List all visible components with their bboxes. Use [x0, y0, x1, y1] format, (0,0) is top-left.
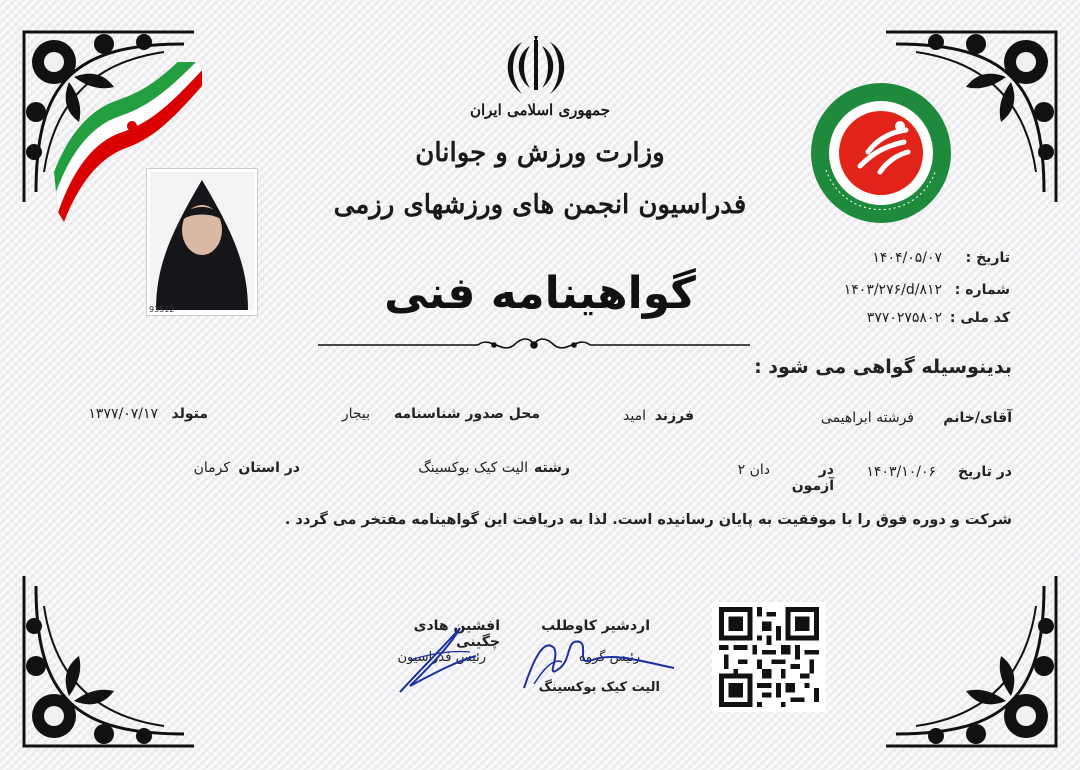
header-republic: جمهوری اسلامی ایران	[469, 101, 611, 119]
exam-date: ۱۴۰۳/۱۰/۰۶	[866, 464, 936, 480]
birthplace-value: بیجار	[341, 406, 370, 422]
province-label: در استان	[238, 460, 300, 476]
certificate-title: گواهینامه فنی	[384, 268, 696, 319]
national-id-label: کد ملی :	[949, 310, 1010, 326]
signer-2-name: افشین هادی چگینی	[413, 618, 500, 650]
portrait-image	[150, 172, 254, 310]
title-divider	[318, 333, 750, 357]
signature-1	[514, 618, 684, 698]
number-value: ۱۴۰۳/۲۷۶/d/۸۱۲	[843, 282, 942, 298]
date-value: ۱۴۰۴/۰۵/۰۷	[872, 250, 942, 266]
student-name: فرشته ابراهیمی	[820, 410, 914, 426]
father-name: امید	[623, 408, 646, 424]
corner-ornament-bottom-right	[876, 566, 1066, 756]
student-photo	[146, 168, 258, 316]
corner-ornament-bottom-left	[14, 566, 204, 756]
photo-code: 93512	[149, 305, 175, 314]
header-ministry: وزارت ورزش و جوانان	[415, 138, 665, 168]
signer-1-role: رئیس گروه	[579, 650, 640, 665]
born-date: ۱۳۷۷/۰۷/۱۷	[88, 406, 158, 422]
completion-statement: شرکت و دوره فوق را با موفقیت به پایان رسانیده است. لذا به دریافت این گواهینامه مفتخر می گردد .	[284, 512, 1012, 528]
exam-value: دان ۲	[737, 462, 770, 478]
iran-emblem-icon	[500, 36, 572, 98]
field-label: رشته	[533, 460, 570, 476]
field-value: الیت کیک بوکسینگ	[418, 460, 528, 476]
name-label: آقای/خانم	[943, 410, 1012, 426]
signer-1-role-2: الیت کیک بوکسینگ	[538, 680, 660, 695]
federation-logo	[808, 80, 954, 226]
father-label: فرزند	[654, 408, 694, 424]
intro-line: بدینوسیله گواهی می شود :	[754, 356, 1012, 378]
exam-label: در آزمون	[791, 462, 834, 494]
national-id-value: ۳۷۷۰۲۷۵۸۰۲	[866, 310, 942, 326]
signature-2	[380, 620, 500, 698]
signer-1-name: اردشیر کاوطلب	[541, 618, 650, 634]
qr-code	[712, 602, 826, 712]
exam-date-label: در تاریخ	[957, 464, 1012, 480]
date-label: تاریخ :	[965, 250, 1010, 266]
born-label: متولد	[171, 406, 208, 422]
province-value: کرمان	[193, 460, 230, 476]
birthplace-label: محل صدور شناسنامه	[393, 406, 540, 422]
signer-2-role: رئیس فدراسیون	[397, 650, 486, 665]
qr-code-icon	[717, 607, 821, 707]
header-federation: فدراسیون انجمن های ورزشهای رزمی	[333, 190, 747, 220]
number-label: شماره :	[954, 282, 1010, 298]
